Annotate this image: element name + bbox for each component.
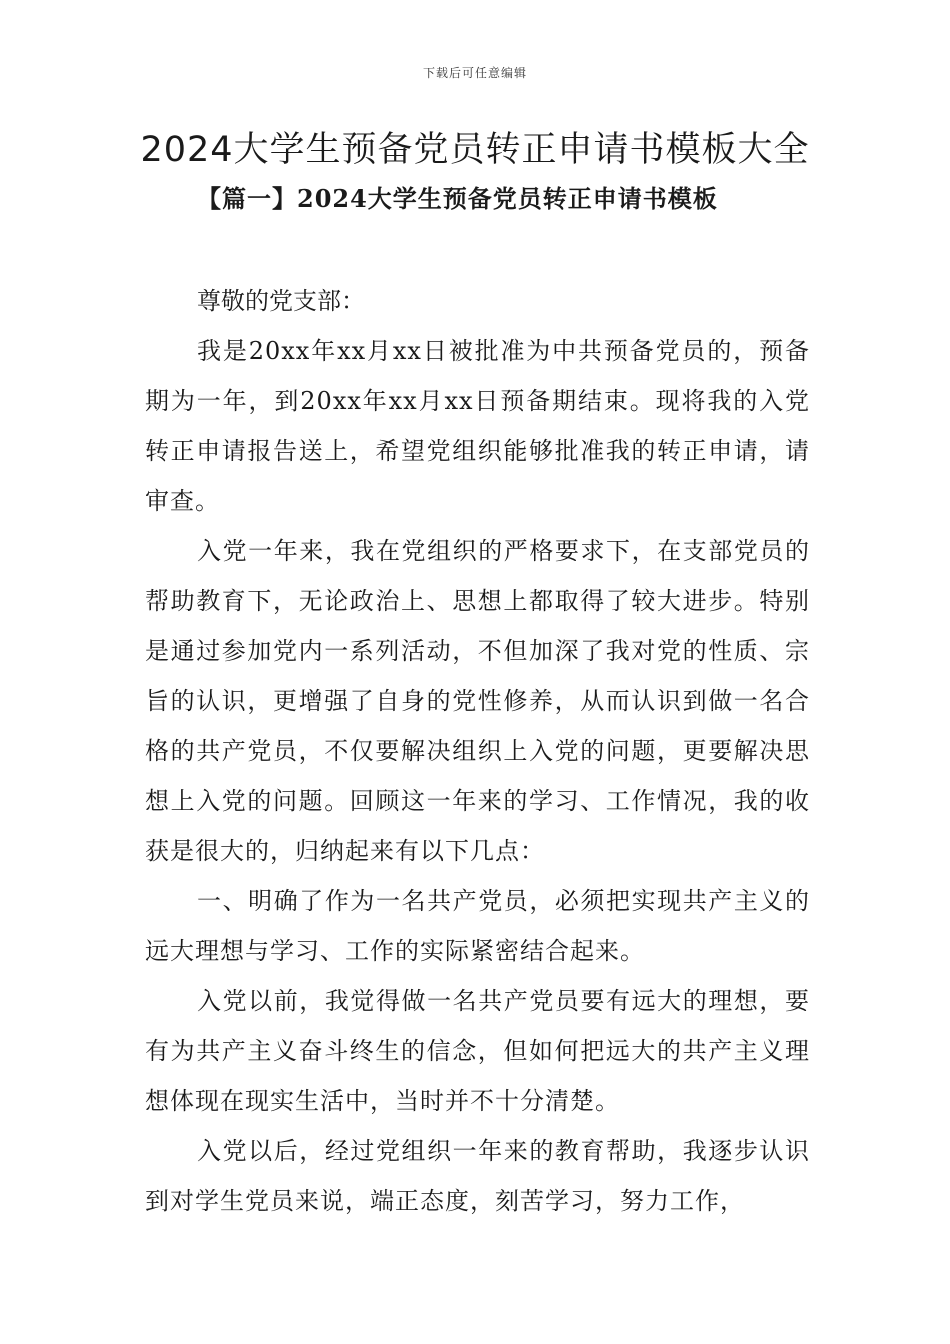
paragraph-2: 入党一年来，我在党组织的严格要求下，在支部党员的帮助教育下，无论政治上、思想上都取得了较大进步。特别是通过参加党内一系列活动，不但加深了我对党的性质、宗旨的认识，更增强了自身的党性修养，从而认识到做一名合格的共产党员，不仅要解决组织上入党的问题，更要解决思想上入党的问题。回顾这一年来的学习、工作情况，我的收获是很大的，归纳起来有以下几点： [145,537,810,865]
paragraph-5: 入党以后，经过党组织一年来的教育帮助，我逐步认识到对学生党员来说，端正态度，刻苦学习，努力工作， [145,1137,810,1215]
document-title: 2024大学生预备党员转正申请书模板大全 [140,130,810,170]
document-body [145,276,810,1226]
paragraph-1: 我是20xx年xx月xx日被批准为中共预备党员的，预备期为一年，到20xx年xx月xx日预备期结束。现将我的入党转正申请报告送上，希望党组织能够批准我的转正申请，请审查。 [145,337,810,515]
paragraph-4: 入党以前，我觉得做一名共产党员要有远大的理想，要有为共产主义奋斗终生的信念，但如何把远大的共产主义理想体现在现实生活中，当时并不十分清楚。 [145,987,810,1115]
page-header-note: 下载后可任意编辑 [422,66,527,80]
paragraph-3: 一、明确了作为一名共产党员，必须把实现共产主义的远大理想与学习、工作的实际紧密结合起来。 [145,887,810,965]
salutation: 尊敬的党支部： [197,287,365,315]
section-subtitle: 【篇一】2024大学生预备党员转正申请书模板 [197,184,718,213]
